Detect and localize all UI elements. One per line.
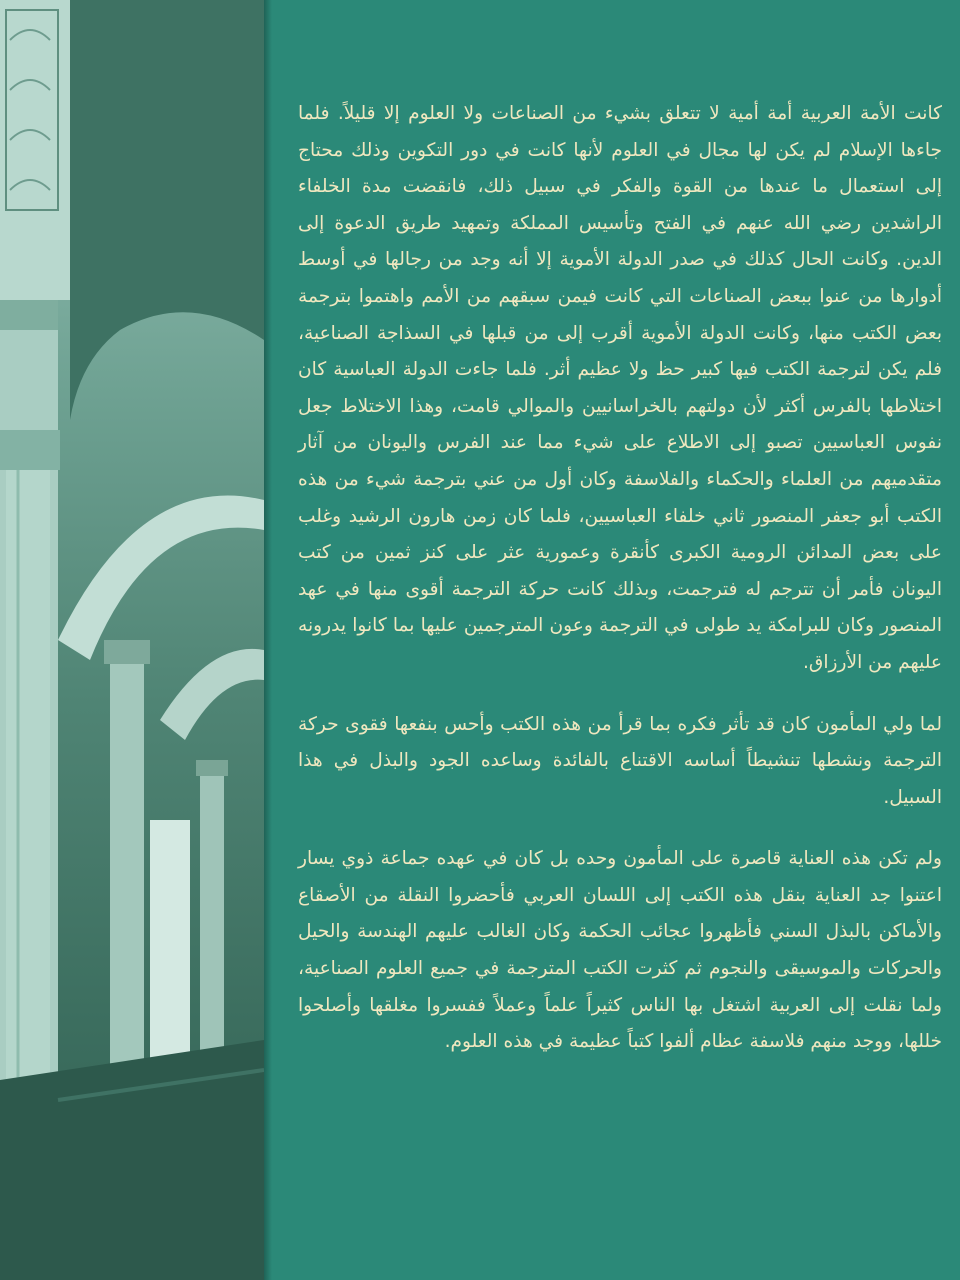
- paragraph-1: كانت الأمة العربية أمة أمية لا تتعلق بشيء من الصناعات ولا العلوم إلا قليلاً. فلما جاءها الإسلام لم يكن لها مجال في العلوم لأنها كانت في دور التكوين وذلك محتاج إلى استعمال ما عندها من القوة والفكر في سبيل ذلك، فانقضت مدة الخلفاء الراشدين رضي الله عنهم في الفتح وتأسيس المملكة وتمهيد طريق الدعوة إلى الدين. وكانت الحال كذلك في صدر الدولة الأموية إلا أنه وجد من رجالها في أوسط أدوارها من عنوا ببعض الصناعات التي كانت فيمن سبقهم من الأمم واهتموا بترجمة بعض الكتب منها، وكانت الدولة الأموية أقرب إلى من قبلها في السذاجة الصناعية، فلم يكن لترجمة الكتب فيها كبير حظ ولا عظيم أثر. فلما جاءت الدولة العباسية كان اختلاطها بالفرس أكثر لأن دولتهم بالخراسانيين والموالي قامت، وهذا الاختلاط جعل نفوس العباسيين تصبو إلى الاطلاع على شيء مما عند الفرس واليونان من آثار متقدميهم من العلماء والحكماء والفلاسفة وكان أول من عني بترجمة شيء من هذه الكتب أبو جعفر المنصور ثاني خلفاء العباسيين، فلما كان زمن هارون الرشيد وغلب على بعض المدائن الرومية الكبرى كأنقرة وعمورية عثر على كنز ثمين من كتب اليونان فأمر أن تترجم له فترجمت، وبذلك كانت حركة الترجمة أقوى منها في عهد المنصور وكان للبرامكة يد طولى في الترجمة وعون المترجمين عليها بما كانوا يدرونه عليهم من الأرزاق.: [298, 103, 942, 673]
- paragraph-2: لما ولي المأمون كان قد تأثر فكره بما قرأ من هذه الكتب وأحس بنفعها فقوى حركة الترجمة ونشطها تنشيطاً أساسه الاقتناع بالفائدة وساعده الجود والبذل في هذا السبيل.: [298, 713, 942, 808]
- paragraph-3: ولم تكن هذه العناية قاصرة على المأمون وحده بل كان في عهده جماعة ذوي يسار اعتنوا جد العناية بنقل هذه الكتب إلى اللسان العربي فأحضروا النقلة من الأصقاع والأماكن بالبذل السني فأظهروا عجائب الحكمة وكان الغالب عليهم الهندسة والحيل والحركات والموسيقى والنجوم ثم كثرت الكتب المترجمة في جميع العلوم الصناعية، ولما نقلت إلى العربية اشتغل بها الناس كثيراً علماً وعملاً ففسروا مغلقها وأصلحوا خللها، ووجد منهم فلاسفة عظام ألفوا كتباً عظيمة في هذه العلوم.: [298, 848, 942, 1053]
- cover-photo-architecture: [0, 0, 264, 1280]
- back-cover-text: [298, 96, 942, 1061]
- arcade-photo-illustration: [0, 0, 264, 1280]
